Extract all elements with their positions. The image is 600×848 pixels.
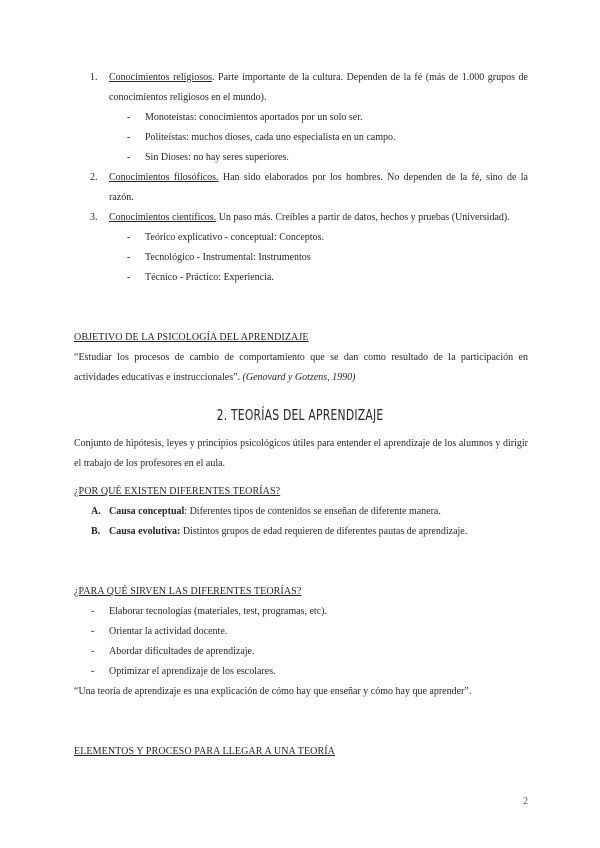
list-item: - Abordar dificultades de aprendizaje. — [91, 646, 255, 657]
intro-paragraph: Conjunto de hipótesis, leyes y principios psicológicos útiles para entender el aprendizaje de los alumnos y dirigir el trabajo de los profesores en el aula. — [74, 438, 528, 469]
term-conceptual: Causa conceptual — [109, 506, 185, 517]
sub-item: - Monoteístas: conocimientos aportados por un solo ser. — [127, 112, 363, 123]
item-text: Un paso más. Creíbles a partir de datos, hechos y pruebas (Universidad). — [216, 212, 510, 223]
sub-item: - Técnico - Práctico: Experiencia. — [127, 272, 274, 283]
page-number: 2 — [523, 796, 528, 807]
list-number: 3. — [90, 212, 98, 223]
sub-item: - Teórico explicativo - conceptual: Conceptos. — [127, 232, 324, 243]
purpose-section — [74, 582, 528, 702]
list-number: 2. — [90, 172, 98, 183]
objective-heading: OBJETIVO DE LA PSICOLOGÍA DEL APRENDIZAJE — [74, 332, 309, 343]
why-list — [74, 502, 528, 542]
objective-quote: “Estudiar los procesos de cambio de comportamiento que se dan como resultado de la participación en actividades educativas e instruccionales”. (Genovard y Gotzens, 1990) — [74, 352, 528, 383]
why-section — [74, 482, 528, 542]
item-text: Han sido elaborados por los hombres. No dependen de la fé, sino de la razón. — [109, 172, 528, 203]
purpose-heading: ¿PARA QUÉ SIRVEN LAS DIFERENTES TEORÍAS? — [74, 586, 302, 597]
list-item — [74, 208, 528, 228]
list-item: - Orientar la actividad docente. — [91, 626, 228, 637]
list-item: - Elaborar tecnologías (materiales, test, programas, etc). — [91, 606, 327, 617]
why-heading: ¿POR QUÉ EXISTEN DIFERENTES TEORÍAS? — [74, 486, 281, 497]
knowledge-types-list — [74, 68, 528, 288]
term-scientific: Conocimientos científicos. — [109, 212, 217, 223]
citation: (Genovard y Gotzens, 1990) — [242, 372, 356, 383]
religious-subtypes — [74, 108, 528, 168]
list-item: B. Causa evolutiva: Distintos grupos de edad requieren de diferentes pautas de aprendizaje. — [91, 526, 468, 537]
list-item — [74, 68, 528, 108]
sub-item: - Tecnológico - Instrumental: Instrumentos — [127, 252, 311, 263]
term-evolutive: Causa evolutiva: — [109, 526, 181, 537]
sub-item: - Politeístas: muchos dioses, cada uno especialista en un campo. — [127, 132, 396, 143]
objective-section — [74, 328, 528, 388]
list-number: 1. — [90, 72, 98, 83]
list-item: - Optimizar el aprendizaje de los escolares. — [91, 666, 276, 677]
scientific-subtypes — [74, 228, 528, 288]
purpose-list — [74, 602, 528, 682]
sub-item: - Sin Dioses: no hay seres superiores. — [127, 152, 289, 163]
list-item: A. Causa conceptual: Diferentes tipos de contenidos se enseñan de diferente manera. — [91, 506, 441, 517]
term-religious: Conocimientos religiosos — [109, 72, 212, 83]
theory-quote: “Una teoría de aprendizaje es una explicación de cómo hay que enseñar y cómo hay que aprender”. — [74, 686, 472, 697]
term-philosophical: Conocimientos filosóficos. — [109, 172, 219, 183]
elements-heading: ELEMENTOS Y PROCESO PARA LLEGAR A UNA TEORÍA — [74, 746, 336, 757]
list-item — [74, 168, 528, 208]
elements-section — [74, 742, 528, 762]
item-text: . Parte importante de la cultura. Dependen de la fé (más de 1.000 grupos de conocimientos religiosos en el mundo). — [109, 72, 528, 103]
section-title: 2. TEORÍAS DEL APRENDIZAJE — [216, 406, 384, 424]
